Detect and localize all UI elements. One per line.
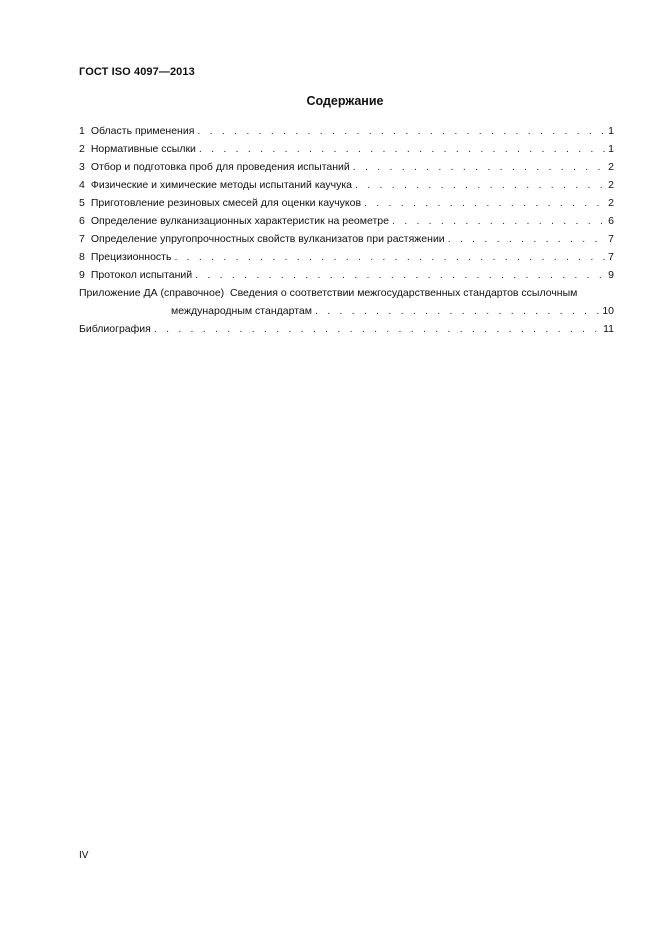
toc-leader-dots bbox=[448, 230, 606, 248]
toc-entry-number: 9 bbox=[79, 269, 85, 281]
toc-entry-page: 1 bbox=[608, 125, 614, 137]
toc-leader-dots bbox=[174, 248, 606, 266]
toc-bibliography-title: Библиография bbox=[79, 323, 151, 335]
toc-leader-dots bbox=[199, 140, 606, 158]
toc-entry[interactable] bbox=[79, 266, 614, 284]
toc-entry-number: 2 bbox=[79, 143, 85, 155]
toc-entry-title: Протокол испытаний bbox=[90, 269, 193, 281]
toc-entry[interactable] bbox=[79, 248, 614, 266]
toc-entry-page: 6 bbox=[608, 215, 614, 227]
toc-appendix-title-line1: Сведения о соответствии межгосударственных стандартов ссылочным bbox=[230, 287, 578, 299]
toc-entry-number: 5 bbox=[79, 197, 85, 209]
toc-bibliography-entry[interactable] bbox=[79, 320, 614, 338]
toc-entry-title: Физические и химические методы испытаний каучука bbox=[90, 179, 353, 191]
toc-appendix-line bbox=[79, 284, 614, 302]
toc-appendix-title-line2: международным стандартам bbox=[171, 305, 312, 317]
toc-entry[interactable] bbox=[79, 230, 614, 248]
toc-appendix-continuation bbox=[79, 302, 614, 320]
toc-entry-page: 2 bbox=[608, 179, 614, 191]
toc-appendix-label: Приложение ДА (справочное) bbox=[79, 287, 225, 299]
toc-entry-number: 1 bbox=[79, 125, 85, 137]
toc-leader-dots bbox=[392, 212, 606, 230]
toc-appendix-entry[interactable] bbox=[79, 284, 614, 320]
toc-entry[interactable] bbox=[79, 176, 614, 194]
document-header: ГОСТ ISO 4097—2013 bbox=[79, 66, 195, 78]
toc-entry-title: Определение вулканизационных характеристик на реометре bbox=[90, 215, 389, 227]
toc-entry-title: Приготовление резиновых смесей для оценки каучуков bbox=[90, 197, 362, 209]
toc-entry-title: Прецизионность bbox=[90, 251, 172, 263]
toc-leader-dots bbox=[154, 320, 601, 338]
toc-entry-page: 7 bbox=[608, 233, 614, 245]
toc-entry-title: Область применения bbox=[90, 125, 195, 137]
toc-entry-title: Нормативные ссылки bbox=[90, 143, 196, 155]
toc-entry-number: 7 bbox=[79, 233, 85, 245]
toc-entry-page: 2 bbox=[608, 197, 614, 209]
toc-bibliography-page: 11 bbox=[603, 323, 614, 335]
toc-leader-dots bbox=[197, 122, 606, 140]
page-number: IV bbox=[79, 850, 89, 861]
toc-entry[interactable] bbox=[79, 158, 614, 176]
toc-entry[interactable] bbox=[79, 122, 614, 140]
toc-entry-page: 9 bbox=[608, 269, 614, 281]
toc-leader-dots bbox=[353, 158, 606, 176]
toc-entry[interactable] bbox=[79, 194, 614, 212]
toc-entry-page: 1 bbox=[608, 143, 614, 155]
toc-entry[interactable] bbox=[79, 212, 614, 230]
toc-entry-page: 2 bbox=[608, 161, 614, 173]
toc-entry[interactable] bbox=[79, 140, 614, 158]
toc-entry-number: 3 bbox=[79, 161, 85, 173]
toc-leader-dots bbox=[355, 176, 606, 194]
toc-entry-title: Отбор и подготовка проб для проведения испытаний bbox=[90, 161, 350, 173]
toc-entry-page: 7 bbox=[608, 251, 614, 263]
toc-leader-dots bbox=[195, 266, 606, 284]
toc-leader-dots bbox=[315, 302, 600, 320]
toc-title: Содержание bbox=[306, 94, 384, 108]
table-of-contents bbox=[79, 122, 614, 338]
toc-entry-title: Определение упругопрочностных свойств вулканизатов при растяжении bbox=[90, 233, 445, 245]
toc-entry-number: 6 bbox=[79, 215, 85, 227]
toc-appendix-page: 10 bbox=[602, 305, 614, 317]
toc-entry-number: 4 bbox=[79, 179, 85, 191]
toc-leader-dots bbox=[364, 194, 606, 212]
toc-entry-number: 8 bbox=[79, 251, 85, 263]
